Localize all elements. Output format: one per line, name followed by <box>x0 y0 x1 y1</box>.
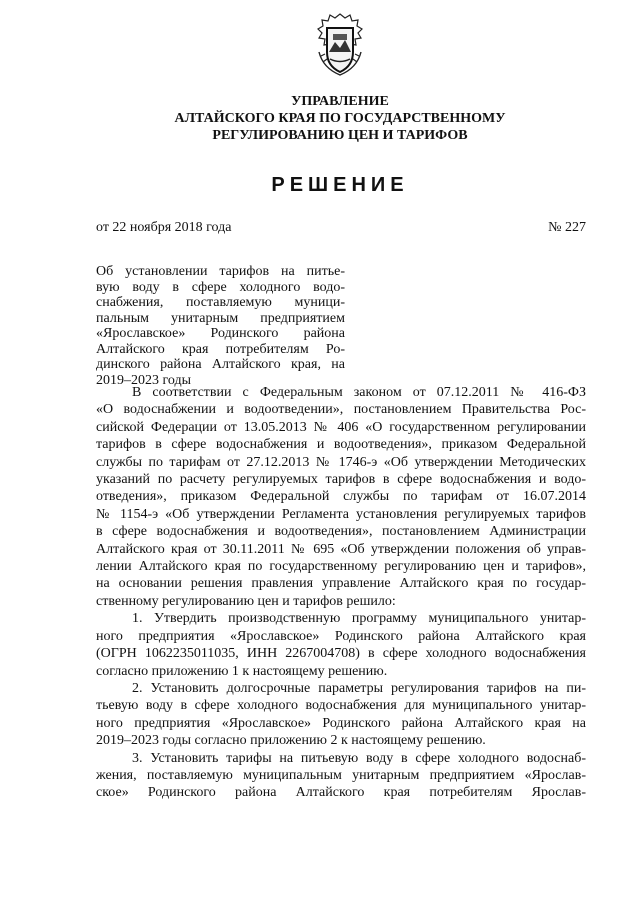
header-line-1: УПРАВЛЕНИЕ <box>291 94 389 109</box>
body-line: тарифов в сфере водоснабжения и водоотведения», приказом Федеральной <box>96 437 586 453</box>
subject-line: снабжения, поставляемую муници- <box>96 295 345 310</box>
document-title: РЕШЕНИЕ <box>271 174 409 196</box>
body-line: В соответствии с Федеральным законом от 07.12.2011 № 416-ФЗ <box>132 385 586 400</box>
subject-line: динского района Алтайского края, на <box>96 357 345 372</box>
subject-line: Об установлении тарифов на питье- <box>96 264 345 279</box>
body-line: 1. Утвердить производственную программу муниципального унитар- <box>132 611 586 627</box>
subject-line: вую воду в сфере холодного водо- <box>96 279 345 295</box>
body-line: отведения», приказом Федеральной службы по тарифам от 16.07.2014 <box>96 489 586 505</box>
subject-line: 2019–2023 годы <box>96 372 192 388</box>
body-line: 2. Установить долгосрочные параметры регулирования тарифов на пи- <box>132 680 586 696</box>
body-line: лении Алтайского края по государственному регулированию цен и тарифов», <box>96 559 586 575</box>
body-line: ское» Родинского района Алтайского края потребителям Ярослав- <box>96 785 586 801</box>
body-line: жения, поставляемую муниципальным унитарным предприятием «Ярослав- <box>96 767 586 783</box>
coat-of-arms-emblem <box>315 12 365 78</box>
document-subject <box>96 264 345 388</box>
body-line: ственному регулированию цен и тарифов решило: <box>96 593 396 609</box>
body-line: ного предприятия «Ярославское» Родинского района Алтайского края <box>96 628 586 644</box>
body-line: «О водоснабжении и водоотведении», постановлением Правительства Рос- <box>96 402 586 418</box>
body-line: указаний по расчету регулируемых тарифов в сфере водоснабжения и водо- <box>96 472 586 488</box>
document-number: № 227 <box>548 220 586 235</box>
body-line: ного предприятия «Ярославское» Родинского района Алтайского края на <box>96 715 586 731</box>
body-line: 2019–2023 годы согласно приложению 2 к настоящему решению. <box>96 733 486 749</box>
document-body <box>96 384 586 802</box>
subject-line: «Ярославское» Родинского района <box>96 326 345 341</box>
body-line: Алтайского края от 30.11.2011 № 695 «Об утверждении положения об управ- <box>96 541 586 557</box>
body-line: (ОГРН 1062235011035, ИНН 2267004708) в сфере холодного водоснабжения <box>96 646 586 662</box>
body-line: № 1154-э «Об утверждении Регламента установления регулируемых тарифов <box>96 506 586 522</box>
body-line: сийской Федерации от 13.05.2013 № 406 «О государственном регулировании <box>96 419 586 435</box>
body-line: согласно приложению 1 к настоящему решению. <box>96 663 388 679</box>
body-line: тьевую воду в сфере холодного водоснабжения для муниципального унитар- <box>96 698 586 714</box>
subject-line: Алтайского края потребителям Ро- <box>96 341 345 357</box>
body-line: 3. Установить тарифы на питьевую воду в сфере холодного водоснаб- <box>132 750 586 766</box>
body-line: в сфере водоснабжения и водоотведения», постановлением Администрации <box>96 524 586 540</box>
body-line: на основании решения правления управление Алтайского края по государ- <box>96 576 586 592</box>
authority-header <box>90 93 590 144</box>
header-line-2: АЛТАЙСКОГО КРАЯ ПО ГОСУДАРСТВЕННОМУ <box>174 111 506 126</box>
header-line-3: РЕГУЛИРОВАНИЮ ЦЕН И ТАРИФОВ <box>212 128 468 143</box>
subject-line: пальным унитарным предприятием <box>96 310 345 326</box>
document-date: от 22 ноября 2018 года <box>96 220 232 235</box>
body-line: службы по тарифам от 27.12.2013 № 1746-э «Об утверждении Методических <box>96 454 586 470</box>
